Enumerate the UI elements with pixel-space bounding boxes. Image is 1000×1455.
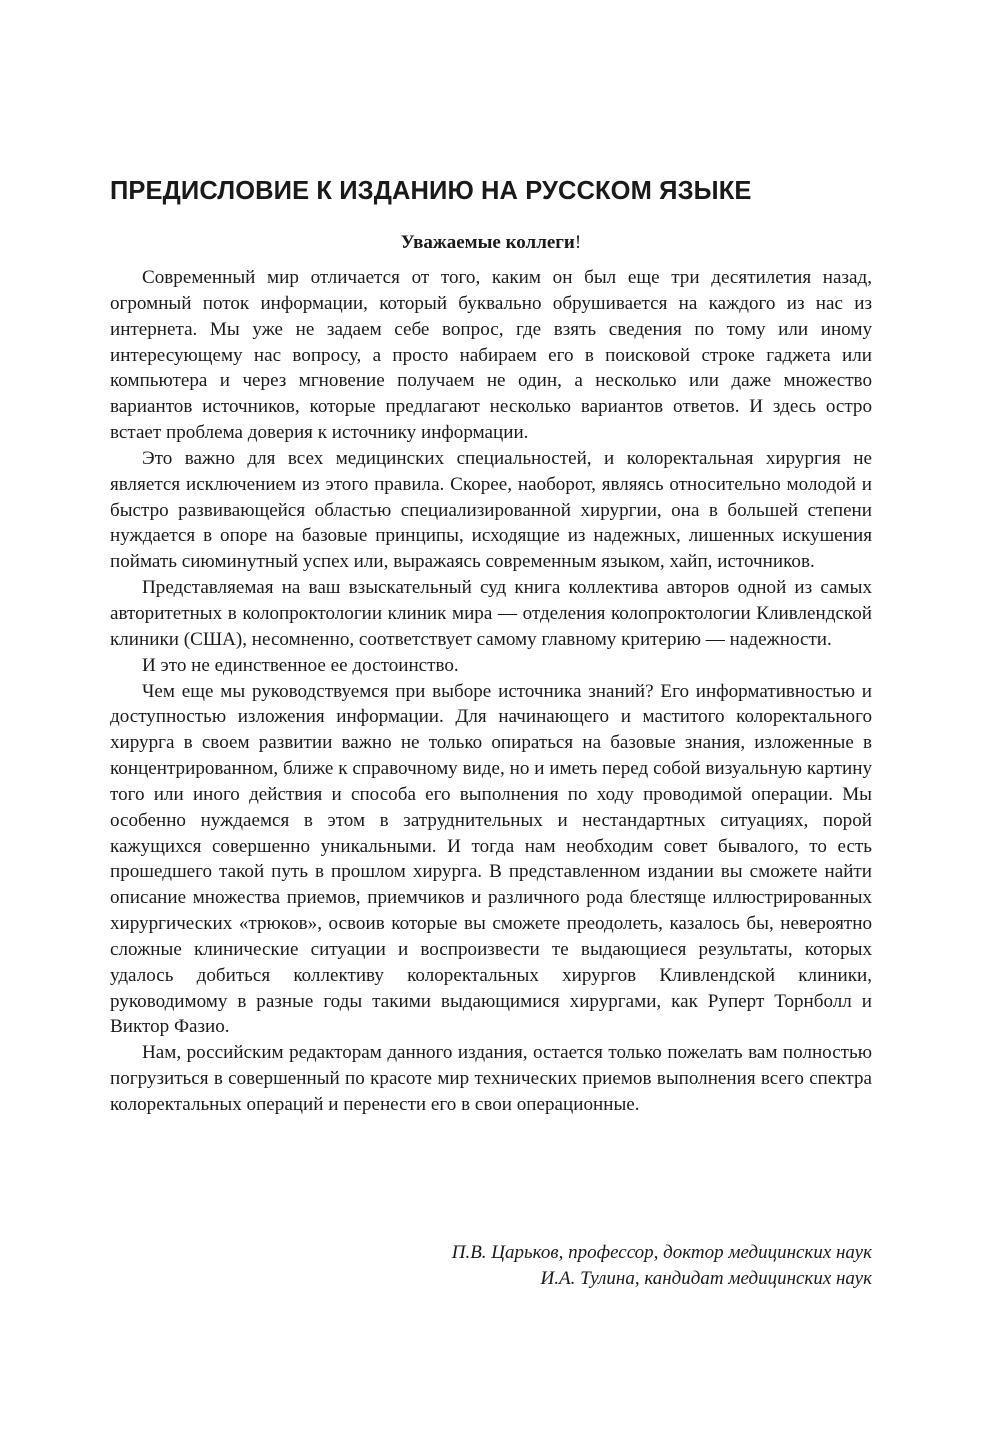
paragraph: Современный мир отличается от того, каким он был еще три десятилетия назад, огромный поток информации, который буквально обрушивается на каждого из нас из интернета. Мы уже не задаем себе вопрос, где взять сведения по тому или иному интересующему нас вопросу, а просто набираем его в поисковой строке гаджета или компьютера и через мгновение получаем не один, а несколько или даже множество вариантов источников, которые предлагают несколько вариантов ответов. И здесь остро встает проблема доверия к источнику информации. (110, 267, 872, 444)
body-text (110, 265, 872, 1118)
paragraph: Это важно для всех медицинских специальностей, и колоректальная хирургия не является исключением из этого правила. Скорее, наоборот, являясь относительно молодой и быстро развивающейся областью специализированной хирургии, она в большей степени нуждается в опоре на базовые принципы, исходящие из надежных, лишенных искушения поймать сиюминутный успех или, выражаясь современным языком, хайп, источников. (110, 447, 872, 573)
signature-line: П.В. Царьков, профессор, доктор медицинских наук (451, 1242, 872, 1263)
paragraph: Представляемая на ваш взыскательный суд книга коллектива авторов одной из самых авторитетных в колопроктологии клиник мира — отделения колопроктологии Кливлендской клиники (США), несомненно, соответствует самому главному критерию — надежности. (110, 577, 872, 650)
paragraph: И это не единственное ее достоинство. (142, 654, 459, 676)
salutation-punctuation: ! (574, 232, 582, 253)
salutation-text: Уважаемые коллеги (400, 232, 575, 253)
salutation (110, 230, 872, 256)
paragraph: Чем еще мы руководствуемся при выборе источника знаний? Его информативностью и доступностью изложения информации. Для начинающего и маститого колоректального хирурга в своем развитии важно не только опираться на базовые знания, изложенные в концентрированном, ближе к справочному виде, но и иметь перед собой визуальную картину того или иного действия и способа его выполнения по ходу проводимой операции. Мы особенно нуждаемся в этом в затруднительных и нестандартных ситуациях, порой кажущихся совершенно уникальными. И тогда нам необходим совет бывалого, то есть прошедшего такой путь в прошлом хирурга. В представленном издании вы сможете найти описание множества приемов, приемчиков и различного рода блестяще иллюстрированных хирургических «трюков», освоив которые вы сможете преодолеть, казалось бы, невероятно сложные клинические ситуации и воспроизвести те выдающиеся результаты, которых удалось добиться коллективу колоректальных хирургов Кливлендской клиники, руководимому в разные годы такими выдающимися хирургами, как Руперт Торнболл и Виктор Фазио. (110, 680, 872, 1038)
signatures (110, 1240, 872, 1292)
signature-line: И.А. Тулина, кандидат медицинских наук (540, 1268, 872, 1289)
paragraph: Нам, российским редакторам данного издания, остается только пожелать вам полностью погрузиться в совершенный по красоте мир технических приемов выполнения всего спектра колоректальных операций и перенести его в свои операционные. (110, 1042, 872, 1115)
page-title: ПРЕДИСЛОВИЕ К ИЗДАНИЮ НА РУССКОМ ЯЗЫКЕ (110, 177, 752, 205)
